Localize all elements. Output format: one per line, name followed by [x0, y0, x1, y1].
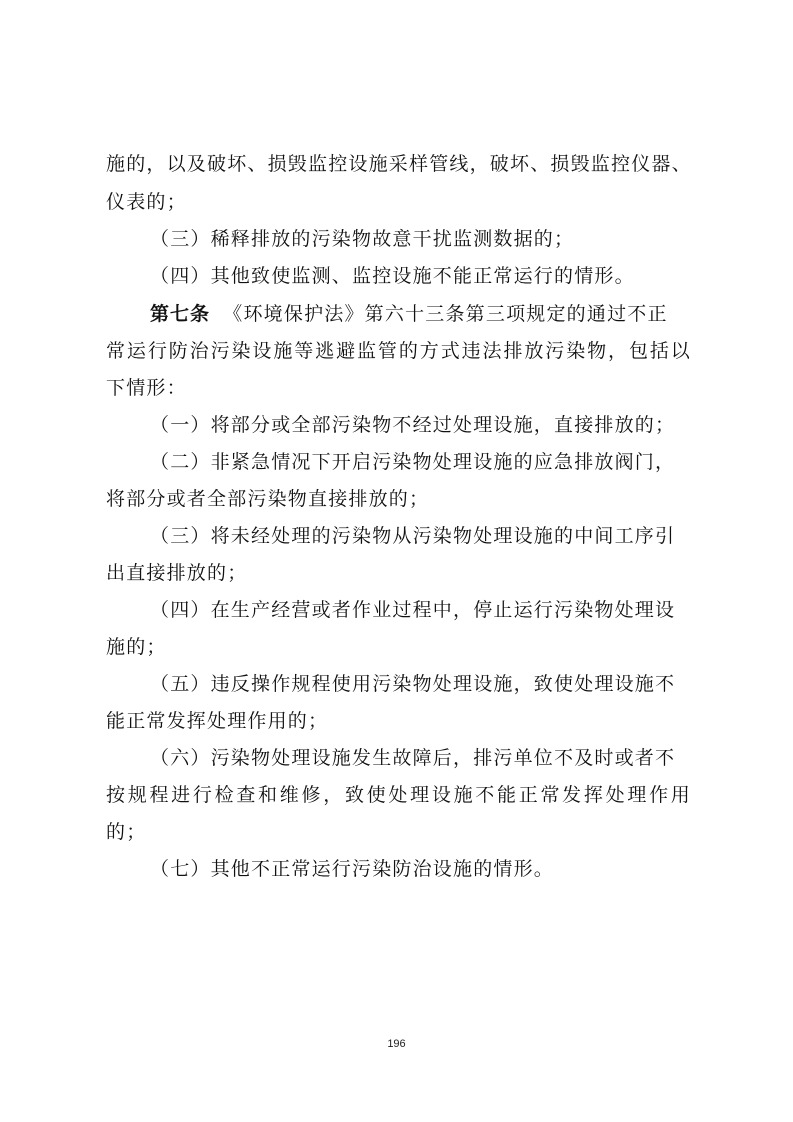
list-item: （一）将部分或全部污染物不经过处理设施，直接排放的；	[150, 414, 676, 436]
text-line: 将部分或者全部污染物直接排放的；	[106, 488, 430, 510]
list-item: （四）其他致使监测、监控设施不能正常运行的情形。	[150, 265, 635, 287]
list-item: （七）其他不正常运行污染防治设施的情形。	[150, 858, 555, 880]
page-number: 196	[387, 1038, 406, 1050]
text-line: 的；	[106, 821, 147, 843]
list-item: （四）在生产经营或者作业过程中，停止运行污染物处理设	[150, 599, 676, 621]
article-label: 第七条	[150, 303, 211, 325]
list-item: （六）污染物处理设施发生故障后，排污单位不及时或者不	[150, 747, 676, 769]
list-item: （二）非紧急情况下开启污染物处理设施的应急排放阀门，	[150, 451, 676, 473]
text-line: 下情形：	[106, 377, 187, 399]
article-heading-line	[150, 302, 691, 326]
text-line: 出直接排放的；	[106, 562, 248, 584]
list-item: （五）违反操作规程使用污染物处理设施，致使处理设施不	[150, 673, 676, 695]
text-line: 常运行防治污染设施等逃避监管的方式违法排放污染物，包括以	[106, 340, 691, 362]
text-line: 仪表的；	[106, 191, 187, 213]
list-item: （三）将未经处理的污染物从污染物处理设施的中间工序引	[150, 525, 676, 547]
text-line: 能正常发挥处理作用的；	[106, 710, 329, 732]
text-line: 按规程进行检查和维修，致使处理设施不能正常发挥处理作用	[106, 784, 691, 806]
text-line: 施的；	[106, 636, 167, 658]
list-item: （三）稀释排放的污染物故意干扰监测数据的；	[150, 228, 575, 250]
text-line: 施的，以及破坏、损毁监控设施采样管线，破坏、损毁监控仪器、	[106, 153, 692, 175]
article-text: 《环境保护法》第六十三条第三项规定的通过不正	[223, 303, 668, 325]
